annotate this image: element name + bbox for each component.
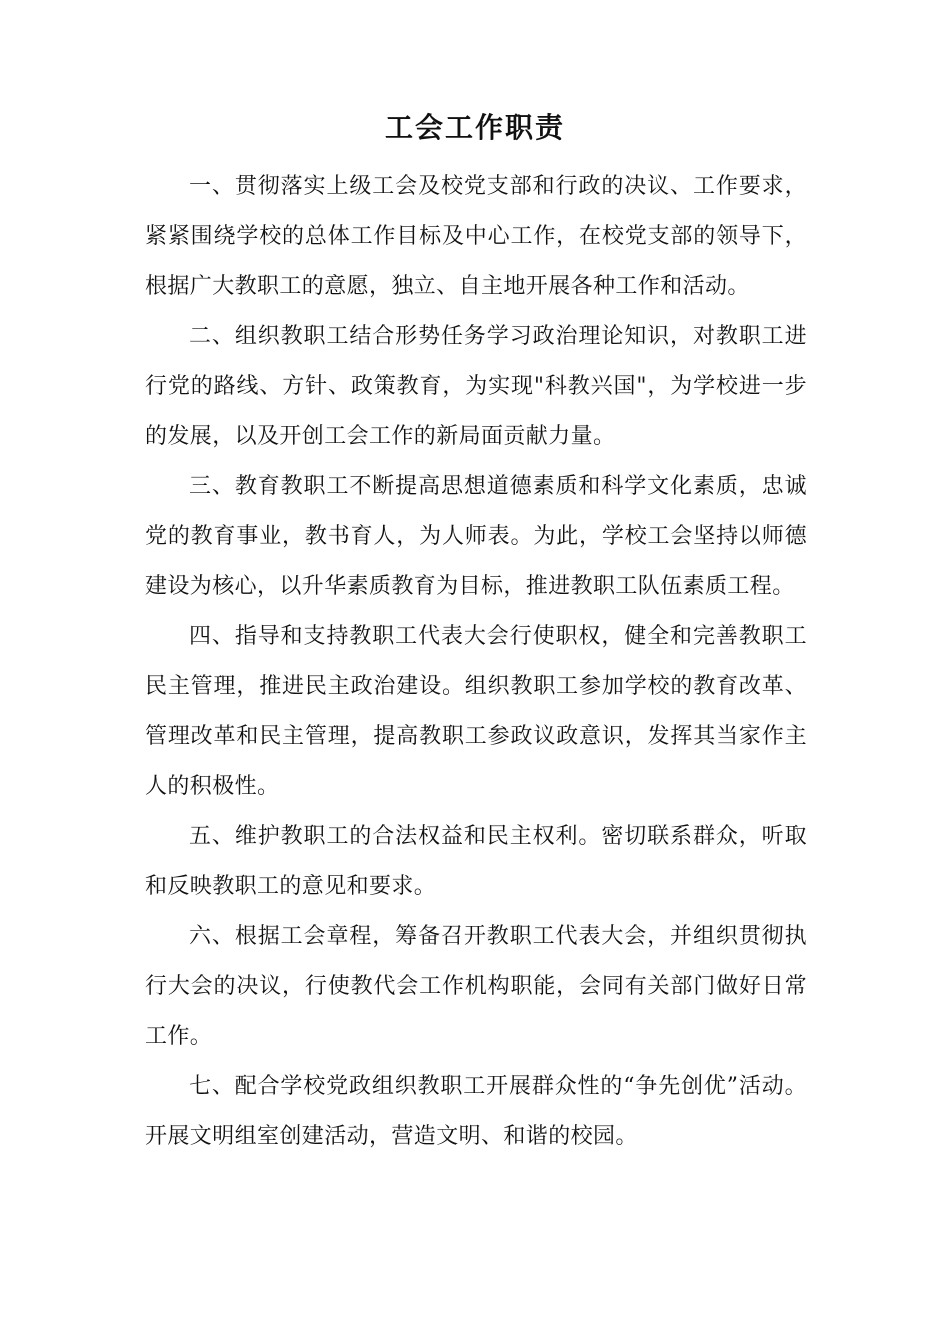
paragraph-2: 二、组织教职工结合形势任务学习政治理论知识，对教职工进行党的路线、方针、政策教育，为实现"科教兴国"，为学校进一步的发展，以及开创工会工作的新局面贡献力量。	[145, 324, 807, 449]
paragraph-6: 六、根据工会章程，筹备召开教职工代表大会，并组织贯彻执行大会的决议，行使教代会工作机构职能，会同有关部门做好日常工作。	[145, 924, 807, 1049]
document-title: 工会工作职责	[384, 111, 565, 144]
paragraph-5: 五、维护教职工的合法权益和民主权利。密切联系群众，听取和反映教职工的意见和要求。	[145, 824, 807, 899]
paragraph-3: 三、教育教职工不断提高思想道德素质和科学文化素质，忠诚党的教育事业，教书育人，为人师表。为此，学校工会坚持以师德建设为核心，以升华素质教育为目标，推进教职工队伍素质工程。	[145, 474, 807, 599]
paragraph-1: 一、贯彻落实上级工会及校党支部和行政的决议、工作要求，紧紧围绕学校的总体工作目标及中心工作，在校党支部的领导下，根据广大教职工的意愿，独立、自主地开展各种工作和活动。	[145, 174, 807, 299]
paragraph-7: 七、配合学校党政组织教职工开展群众性的“争先创优”活动。开展文明组室创建活动，营造文明、和谐的校园。	[145, 1074, 807, 1149]
paragraph-4: 四、指导和支持教职工代表大会行使职权，健全和完善教职工民主管理，推进民主政治建设。组织教职工参加学校的教育改革、管理改革和民主管理，提高教职工参政议政意识，发挥其当家作主人的积极性。	[145, 624, 807, 799]
document-body	[145, 162, 807, 1162]
